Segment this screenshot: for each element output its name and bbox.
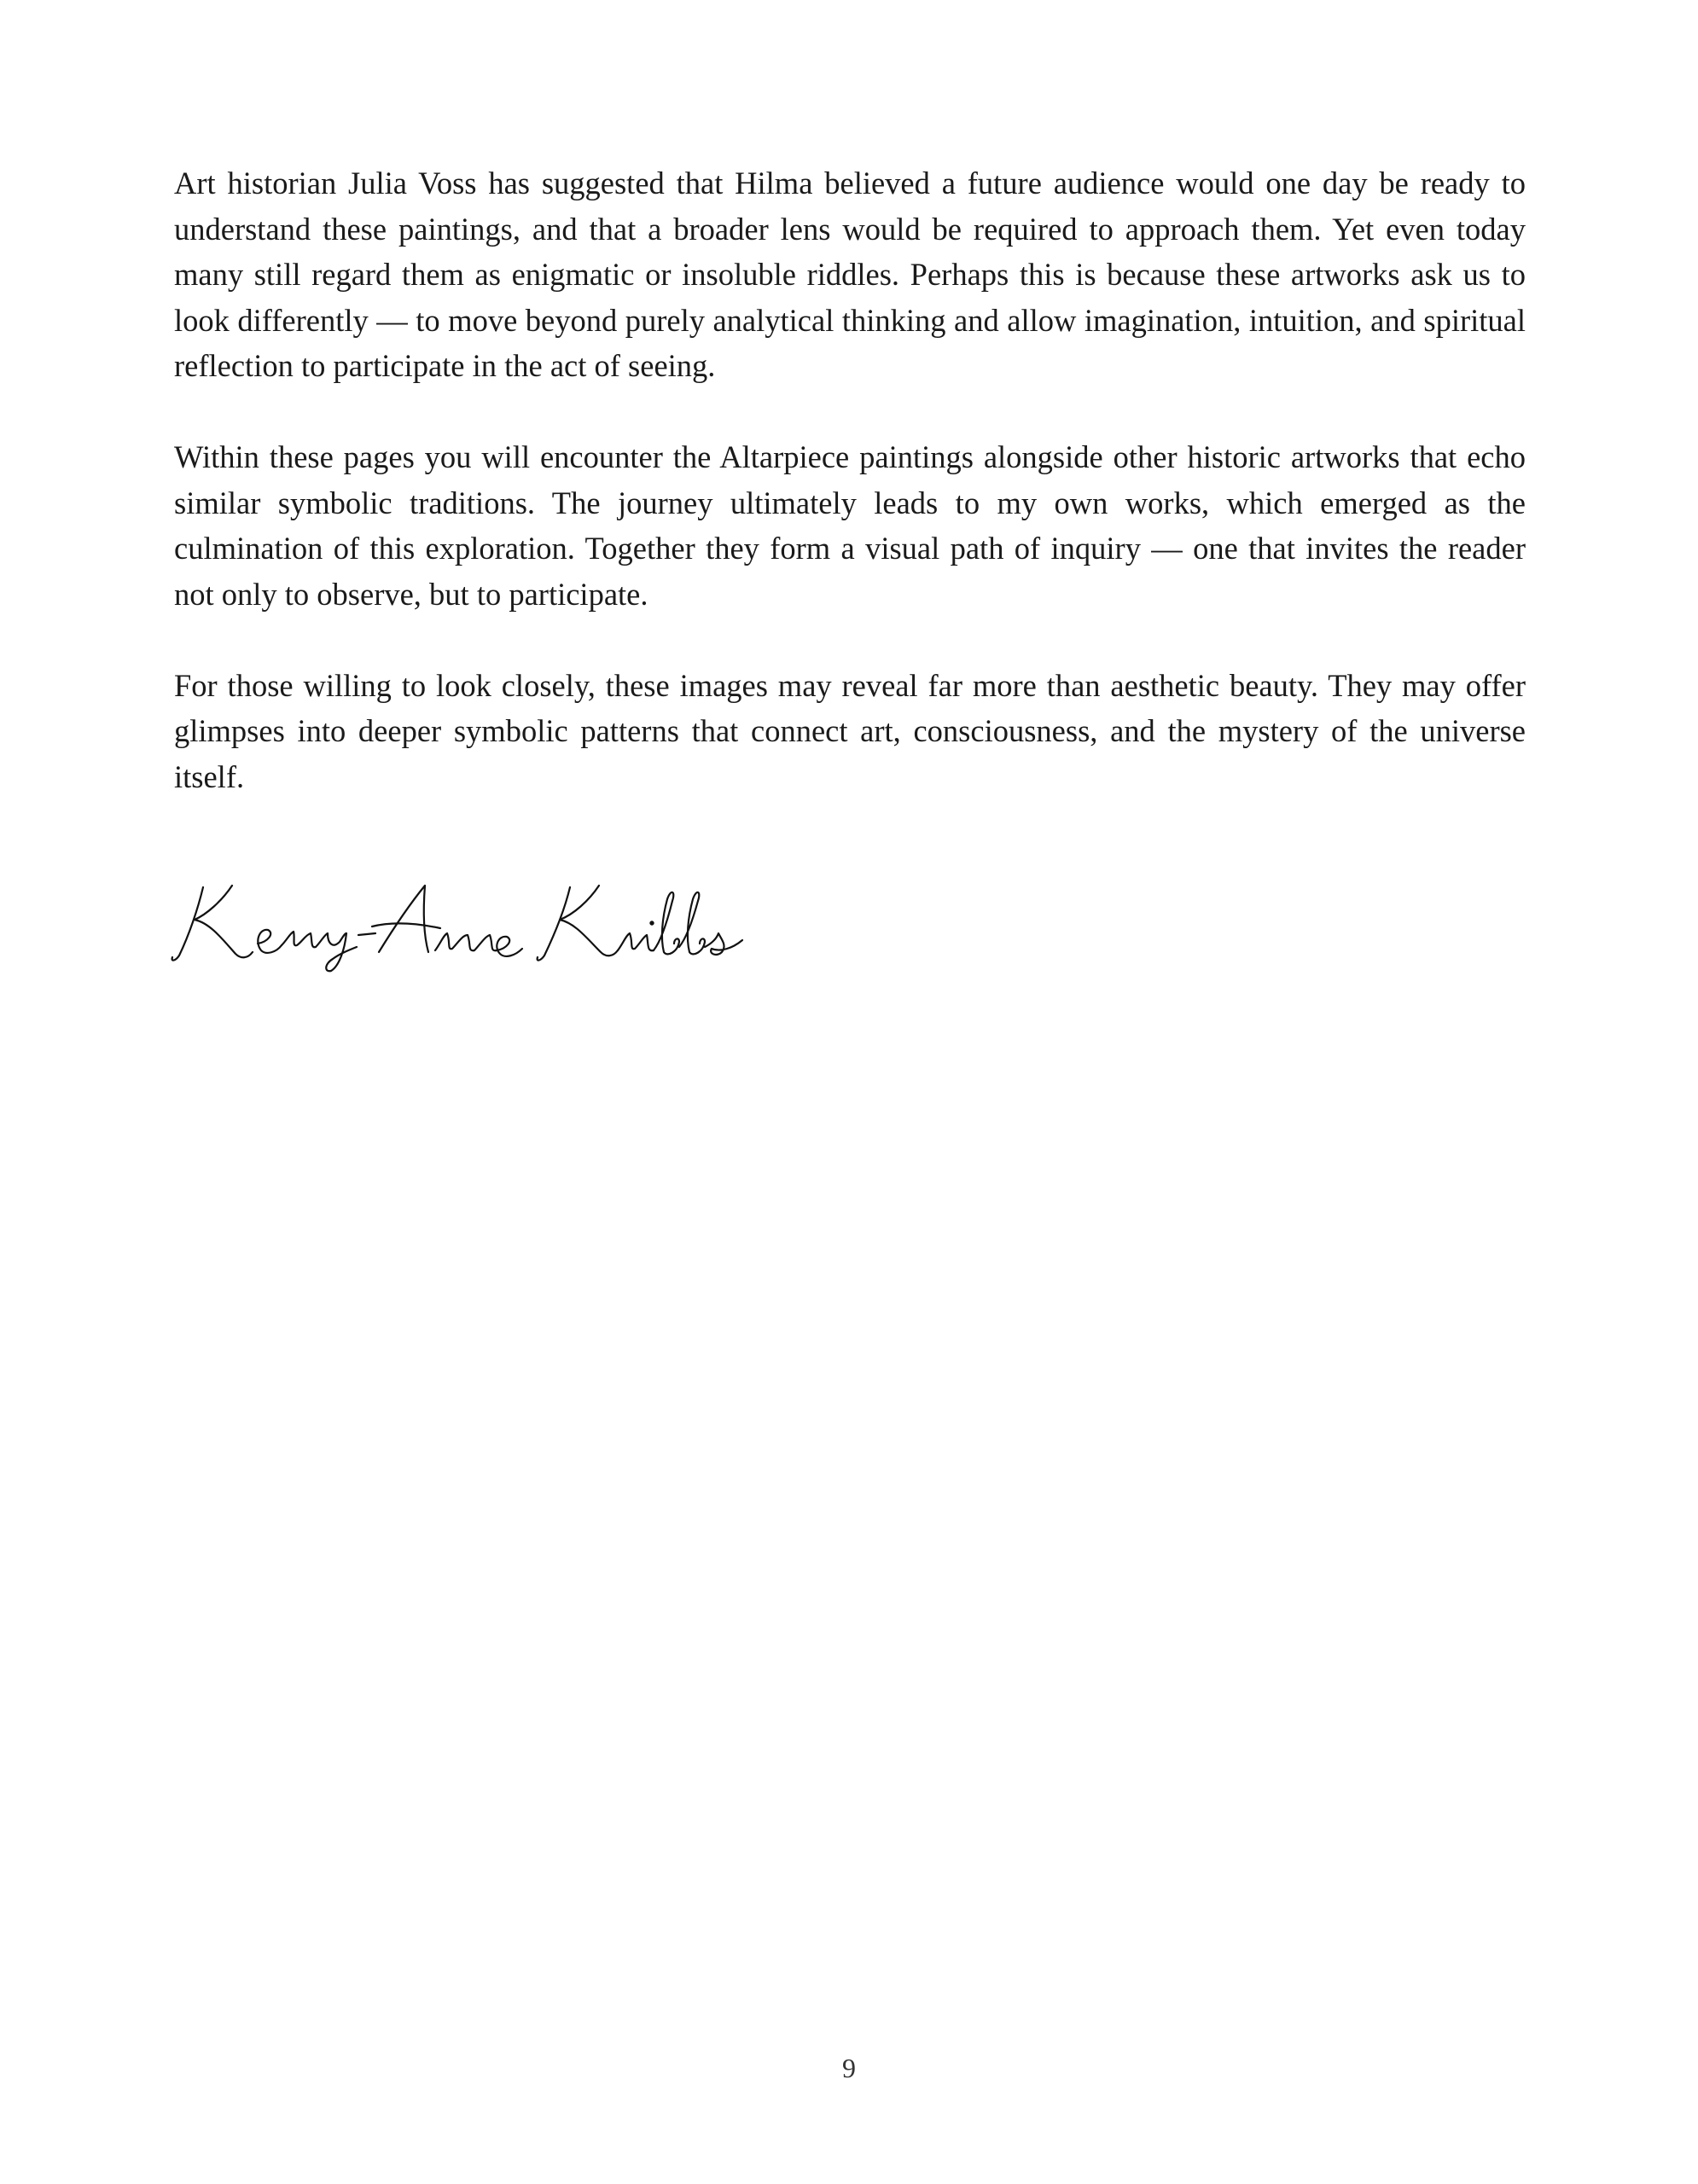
paragraph-3: For those willing to look closely, these images may reveal far more than aesthetic beauty. They may offer glimpses into deeper symbolic patterns that connect art, consciousness, and the mystery of the universe itself. xyxy=(174,667,1526,794)
paragraph-1: Art historian Julia Voss has suggested that Hilma believed a future audience would one day be ready to understand these paintings, and that a broader lens would be required to approach them. Yet even today many still regard them as enigmatic or insoluble riddles. Perhaps this is because these artworks ask us to look differently — to move beyond purely analytical thinking and allow imagination, intuition, and spiritual reflection to participate in the act of seeing. xyxy=(174,166,1526,383)
handwritten-signature xyxy=(169,870,800,973)
body-text xyxy=(174,160,1526,845)
page-number: 9 xyxy=(842,2053,856,2083)
paragraph-2: Within these pages you will encounter the Altarpiece paintings alongside other historic artworks that echo similar symbolic traditions. The journey ultimately leads to my own works, which emerged as the culmination of this exploration. Together they form a visual path of inquiry — one that invites the reader not only to observe, but to participate. xyxy=(174,439,1526,612)
